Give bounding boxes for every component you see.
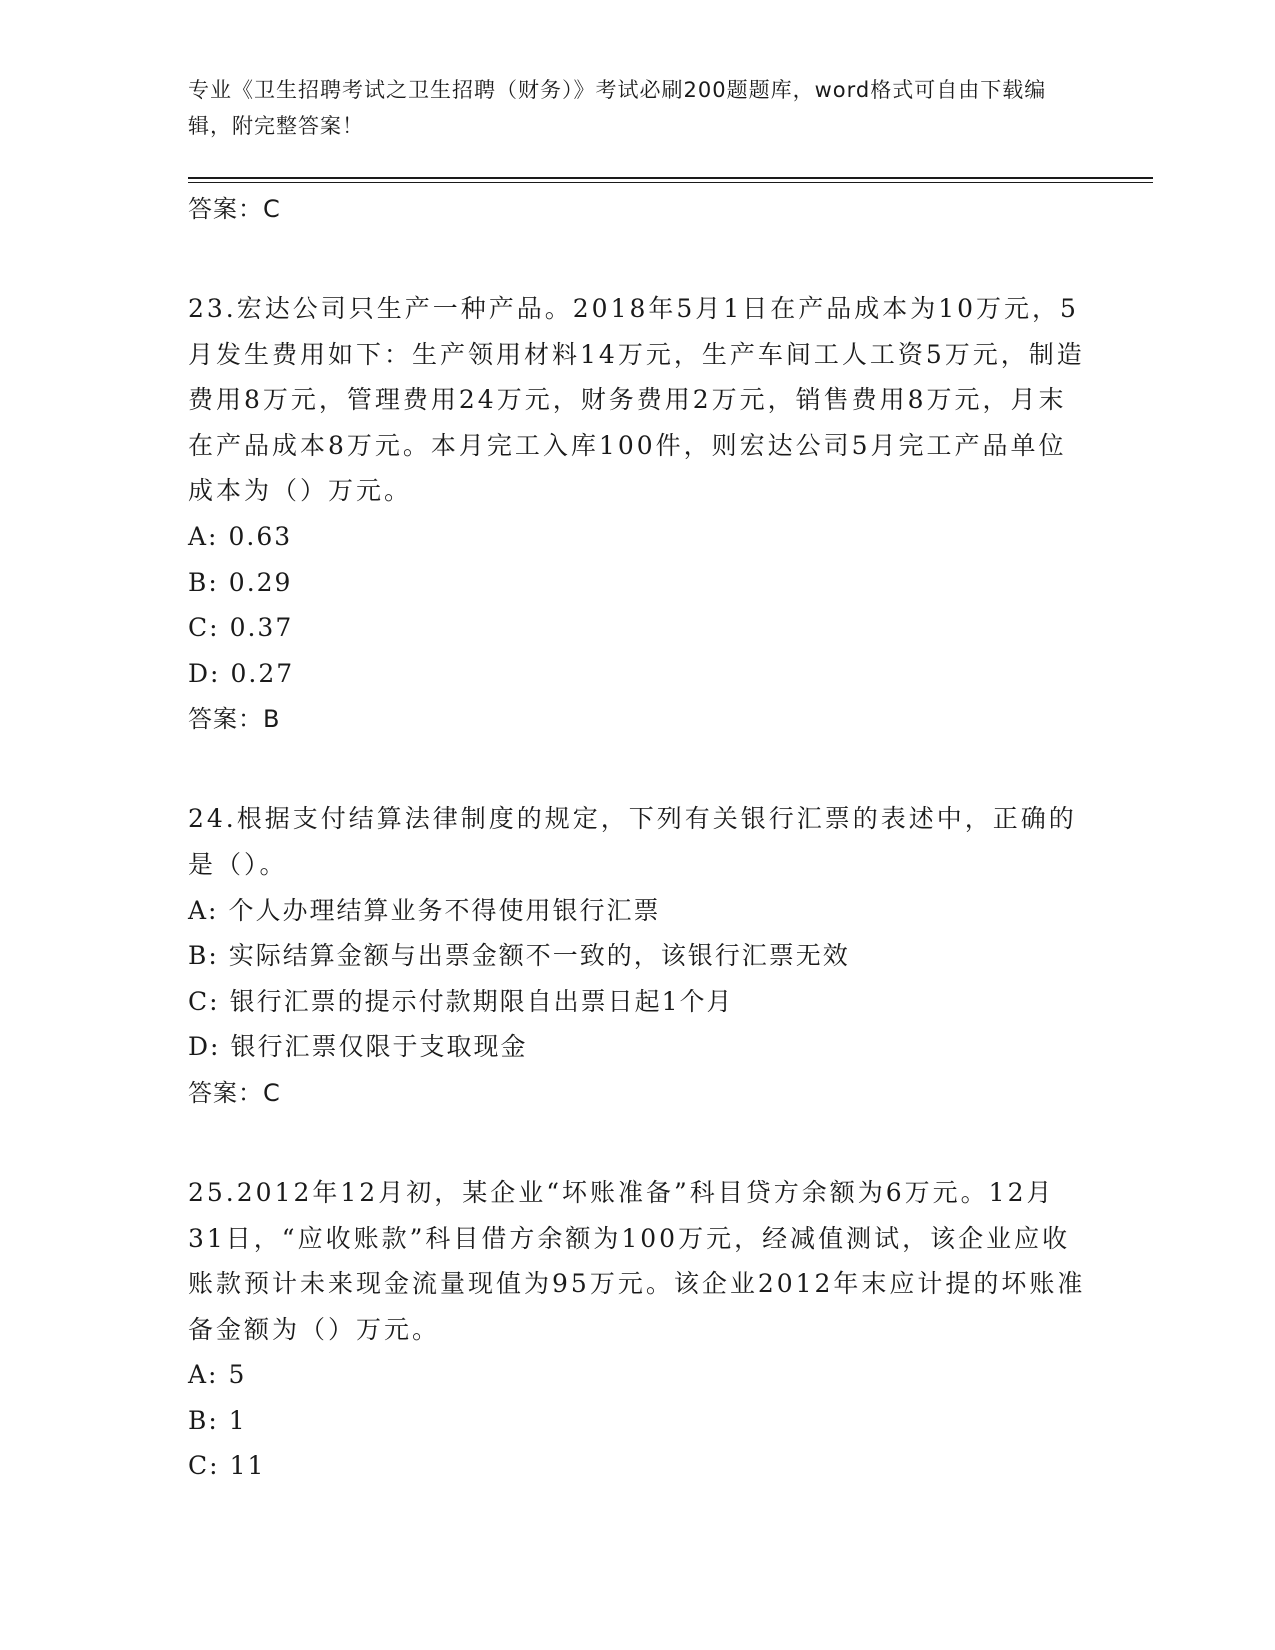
option-value: 5 xyxy=(228,1360,247,1390)
option-label: A: xyxy=(188,895,219,925)
option-c xyxy=(188,605,1088,651)
option-d xyxy=(188,651,1088,697)
answer-line: 答案：B xyxy=(188,705,281,734)
option-label: C: xyxy=(188,613,220,643)
option-label: A: xyxy=(188,1360,219,1390)
option-value: 实际结算金额与出票金额不一致的，该银行汇票无效 xyxy=(228,941,850,971)
spacer xyxy=(188,742,1088,796)
option-label: D: xyxy=(188,658,221,688)
question-25 xyxy=(188,1170,1088,1489)
option-c xyxy=(188,979,1088,1025)
question-stem: 25.2012年12月初，某企业“坏账准备”科目贷方余额为6万元。12月31日，“应收账款”科目借方余额为100万元，经减值测试，该企业应收账款预计未来现金流量现值为95万元。该企业2012年末应计提的坏账准备金额为（）万元。 xyxy=(188,1177,1086,1344)
question-stem: 24.根据支付结算法律制度的规定，下列有关银行汇票的表述中，正确的是（）。 xyxy=(188,804,1077,879)
option-value: 0.29 xyxy=(228,567,293,597)
previous-answer: 答案：C xyxy=(188,195,281,223)
option-label: C: xyxy=(188,1451,220,1481)
option-c xyxy=(188,1443,1088,1489)
option-d xyxy=(188,1024,1088,1070)
option-a xyxy=(188,514,1088,560)
option-b xyxy=(188,560,1088,606)
answer-line: 答案：C xyxy=(188,1078,281,1107)
option-label: B: xyxy=(188,567,219,597)
option-value: 银行汇票仅限于支取现金 xyxy=(230,1032,528,1062)
option-b xyxy=(188,1398,1088,1444)
option-value: 银行汇票的提示付款期限自出票日起1个月 xyxy=(229,986,734,1016)
header-rule-thin xyxy=(188,182,1153,183)
option-label: B: xyxy=(188,1405,219,1435)
question-list xyxy=(188,186,1088,1489)
option-label: D: xyxy=(188,1032,221,1062)
option-label: A: xyxy=(188,521,219,551)
question-23 xyxy=(188,286,1088,742)
question-stem: 23.宏达公司只生产一种产品。2018年5月1日在产品成本为10万元，5月发生费用如下：生产领用材料14万元，生产车间工人工资5万元，制造费用8万元，管理费用24万元，财务费用2万元，销售费用8万元，月末在产品成本8万元。本月完工入库100件，则宏达公司5月完工产品单位成本为（）万元。 xyxy=(188,294,1085,506)
document-header: 专业《卫生招聘考试之卫生招聘（财务）》考试必刷200题题库，word格式可自由下载编辑，附完整答案！ xyxy=(188,78,1047,138)
option-label: C: xyxy=(188,986,220,1016)
spacer xyxy=(188,1116,1088,1170)
option-value: 0.27 xyxy=(230,658,295,688)
option-value: 0.63 xyxy=(228,521,293,551)
header-rule-thick xyxy=(188,177,1153,179)
option-value: 11 xyxy=(229,1451,266,1481)
option-a xyxy=(188,1352,1088,1398)
spacer xyxy=(188,232,1088,286)
option-value: 0.37 xyxy=(229,613,294,643)
option-b xyxy=(188,933,1088,979)
question-24 xyxy=(188,796,1088,1116)
option-value: 1 xyxy=(228,1405,247,1435)
option-label: B: xyxy=(188,941,219,971)
option-a xyxy=(188,888,1088,934)
option-value: 个人办理结算业务不得使用银行汇票 xyxy=(228,895,661,925)
